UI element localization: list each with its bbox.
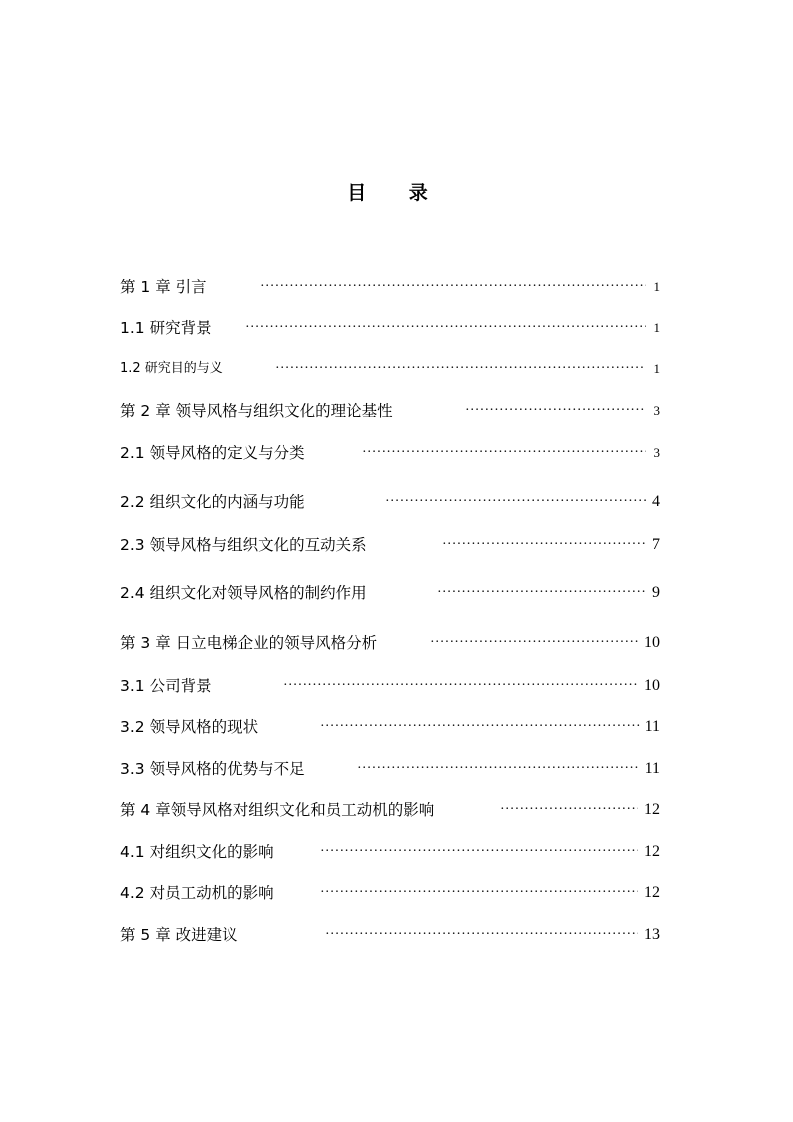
toc-leader-dots xyxy=(362,442,646,464)
toc-leader-dots xyxy=(437,582,646,604)
toc-entry-label: 第 2 章 领导风格与组织文化的理论基性 xyxy=(120,402,393,420)
toc-leader-dots xyxy=(325,924,638,946)
toc-entry-4-2[interactable] xyxy=(120,880,660,904)
toc-entry-label: 2.1 领导风格的定义与分类 xyxy=(120,444,305,462)
toc-entry-label: 第 4 章领导风格对组织文化和员工动机的影响 xyxy=(120,801,435,819)
toc-entry-label: 1.2 研究目的与义 xyxy=(120,361,223,376)
toc-entry-ch5[interactable] xyxy=(120,922,660,946)
toc-leader-dots xyxy=(245,317,646,339)
toc-entry-ch1[interactable] xyxy=(120,274,660,298)
toc-entry-page: 12 xyxy=(644,882,660,904)
toc-leader-dots xyxy=(260,276,646,298)
toc-entry-2-1[interactable] xyxy=(120,440,660,464)
toc-entry-page: 4 xyxy=(652,491,660,513)
toc-entry-2-4[interactable] xyxy=(120,580,660,604)
toc-entry-label: 3.2 领导风格的现状 xyxy=(120,718,259,736)
toc-entry-1-2[interactable] xyxy=(120,356,660,380)
toc-entry-page: 10 xyxy=(644,675,660,697)
toc-entry-3-3[interactable] xyxy=(120,756,660,780)
toc-entry-label: 4.2 对员工动机的影响 xyxy=(120,884,274,902)
toc-entry-page: 12 xyxy=(644,841,660,863)
toc-leader-dots xyxy=(465,400,646,422)
toc-leader-dots xyxy=(357,758,640,780)
toc-entry-3-1[interactable] xyxy=(120,673,660,697)
toc-entry-page: 3 xyxy=(654,400,661,422)
toc-leader-dots xyxy=(283,675,638,697)
toc-entry-1-1[interactable] xyxy=(120,315,660,339)
toc-entry-page: 1 xyxy=(654,358,661,380)
toc-entry-label: 3.1 公司背景 xyxy=(120,677,212,695)
toc-entry-2-3[interactable] xyxy=(120,532,660,556)
toc-entry-ch4[interactable] xyxy=(120,797,660,821)
toc-entry-page: 11 xyxy=(645,758,660,780)
toc-entry-page: 1 xyxy=(654,276,661,298)
toc-entry-page: 10 xyxy=(644,632,660,654)
toc-title: 目 录 xyxy=(347,182,446,204)
toc-leader-dots xyxy=(320,716,640,738)
toc-entry-label: 2.4 组织文化对领导风格的制约作用 xyxy=(120,584,367,602)
toc-entry-page: 9 xyxy=(652,582,660,604)
toc-entry-label: 3.3 领导风格的优势与不足 xyxy=(120,760,305,778)
toc-entry-label: 1.1 研究背景 xyxy=(120,319,212,337)
toc-entry-ch2[interactable] xyxy=(120,398,660,422)
toc-entry-4-1[interactable] xyxy=(120,839,660,863)
toc-entry-label: 第 5 章 改进建议 xyxy=(120,926,238,944)
toc-entry-page: 13 xyxy=(644,924,660,946)
toc-leader-dots xyxy=(500,799,638,821)
toc-entry-page: 11 xyxy=(645,716,660,738)
toc-entry-page: 12 xyxy=(644,799,660,821)
toc-entry-3-2[interactable] xyxy=(120,714,660,738)
toc-entry-label: 2.3 领导风格与组织文化的互动关系 xyxy=(120,536,367,554)
toc-entry-label: 4.1 对组织文化的影响 xyxy=(120,843,274,861)
toc-leader-dots xyxy=(430,632,638,654)
toc-leader-dots xyxy=(442,534,646,556)
toc-leader-dots xyxy=(320,882,638,904)
toc-entry-label: 第 3 章 日立电梯企业的领导风格分析 xyxy=(120,634,378,652)
toc-entry-page: 7 xyxy=(652,534,660,556)
toc-entry-label: 第 1 章 引言 xyxy=(120,278,207,296)
toc-entry-ch3[interactable] xyxy=(120,630,660,654)
toc-entry-label: 2.2 组织文化的内涵与功能 xyxy=(120,493,305,511)
toc-leader-dots xyxy=(385,491,646,513)
toc-leader-dots xyxy=(275,358,646,380)
toc-entry-page: 3 xyxy=(654,442,661,464)
toc-leader-dots xyxy=(320,841,638,863)
toc-entry-page: 1 xyxy=(654,317,661,339)
toc-entry-2-2[interactable] xyxy=(120,489,660,513)
